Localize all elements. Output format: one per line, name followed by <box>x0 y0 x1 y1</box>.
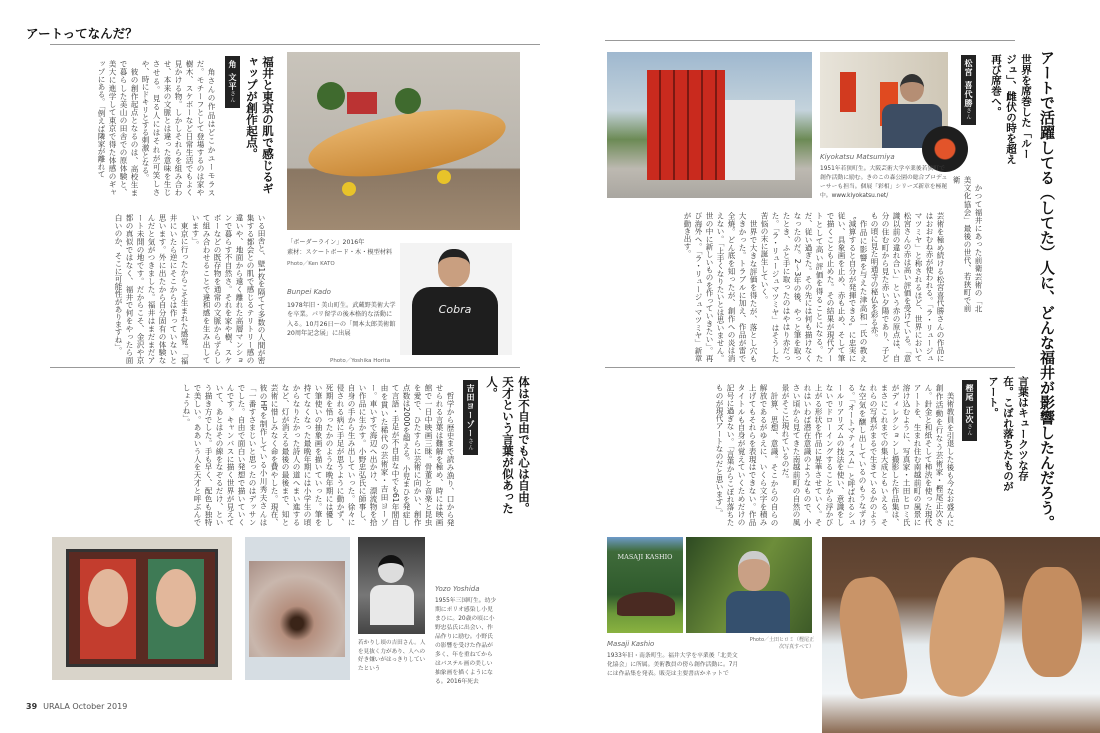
kado-honorific: さん <box>229 90 235 104</box>
matsumiya-body-bottom <box>606 212 946 362</box>
kado-bio <box>287 288 397 339</box>
magazine-issue: URALA October 2019 <box>43 702 128 711</box>
page-number: 39 <box>26 702 38 711</box>
kado-body-top <box>52 60 217 196</box>
yoshida-name: 吉田ヨーゾー <box>466 384 475 438</box>
main-title: アートで活躍してる（してた）人に、どんな福井が影響したんだろう。 <box>1038 50 1056 530</box>
paragraph: 美術教員を引退した後も今なお盛んに創作活動を行なう芸術家・樫尾正次さん。針金と和紙そして柿渋を使った現代アートを、生まれ住む南越前町の風景に溶け込むように、写真家・土田ヒロミ氏がディレクションし撮影した作品集は、まさにこれまでの集大成ともいえる。それらの写真がまるで生きているかのような空気を醸し出しているのもうなずける。「オートマティスム」と呼ばれるシュールリアリズムの技法を使い、意識をしないでドローイングすることから浮かび上がる形状を作品に昇華させていく。それはいわば潜在意識のようなもので、小さい頃から見てきた南越前町の自然の風景がそこに現れているのだ。 <box>781 384 955 526</box>
kado-work-caption <box>287 238 397 270</box>
kashio-headline: 言葉はキュークツな存在。こぼれ落ちたものがアート。 <box>987 376 1029 492</box>
work-material: 素材：スケートボード・木・模型材料 <box>287 248 393 256</box>
kashio-book-cover <box>607 537 683 633</box>
kado-bio-text: 1978年旧・美山町生。武蔵野美術大学を卒業。パリ留学の後本格的な活動に入る。10月26日〜の「岡本太郎美術館20周年記念展」に出展 <box>287 301 396 337</box>
young-yoshida-photo <box>358 537 425 634</box>
section-divider-right <box>605 367 1015 368</box>
yoshida-headline: 体は不自由でも心は自由。天才という言葉が似あった人。 <box>485 376 531 514</box>
kashio-name-badge <box>962 380 977 441</box>
kado-name: 角 文平 <box>228 60 237 91</box>
shirt-logo: Cobra <box>412 287 498 355</box>
matsumiya-headline: 世界を席巻した「ルージュ」、雌伏の時を超え再び席巻へ。 <box>990 54 1032 165</box>
kado-headline: 福井と東京の肌で感じるギャップが創作起点。 <box>245 56 275 194</box>
kashio-bio-text: 1933年旧・南条町生。福井大学を卒業後「北美文化協会」に所属。美術教員の傍ら創作活動に。7月には作品集を発表。販売は主要書店かネットで <box>607 653 739 677</box>
book-title: MASAJI KASHIO <box>617 553 673 561</box>
kashio-photo-credit: Photo／土田ヒロミ（樫尾正次写真すべて） <box>749 637 814 650</box>
kashio-portrait-photo <box>686 537 812 633</box>
paragraph: 芸術を極め続ける松宮喜代勝さんの作品にはおおむね赤が使われる。「ラ・リュージュマツミヤ」と称されるほど、世界において松宮さんの赤は高い評価を受けている。「意識以前の違れ合い」という赤の原点は、自分の住む町から見た赤い夕陽であり、子どもの頃に見た明通寺の秘仏を彩る赤。 <box>870 212 945 362</box>
yoshida-bio <box>435 585 497 687</box>
top-rule-right <box>605 40 1015 41</box>
work-title: 「ボーダーライン」2016年 <box>287 239 365 246</box>
yoshida-honorific: さん <box>467 438 473 451</box>
page-footer <box>26 702 127 711</box>
kado-portrait-photo <box>400 243 512 355</box>
section-divider-left <box>50 367 520 368</box>
section-title: アートってなんだ？ <box>26 26 138 41</box>
matsumiya-name-en: Kiyokatsu Matsumiya <box>820 153 895 161</box>
matsumiya-bio-text: 1951年若狭町生。大阪芸術大学卒業後若狭町で創作活動に励む。きのこの森公園の総合プロデューサーも担当。個展「彩相」シリーズ新章を極秘中。www.kiyokatsu.net/ <box>820 166 948 199</box>
paragraph: 角さんの作品はどこかユーモラスだ。モチーフとして登場するのは家や樹木、スケボーなど日常生活でもよく見かける物。しかしそれらを組み合わせ、本来の文脈とは違った意味を生じさせる。見る人にはそれが可笑しさや、時にドキリとする刺激となる。 <box>141 60 216 196</box>
matsumiya-name-badge <box>961 55 976 125</box>
paragraph: いる田舎と、壁1枚を隔てて多数の人間が密集する都会との肌で感じるテリトリー感の違いや、地面から遠く離れた高層マンションで暮らす不自然さ。それを家や樹、スケボーなどの既存物を通常の文脈からずらして組み合わせることで違和感を生み出しています」。 <box>191 214 266 364</box>
kashio-honorific: さん <box>966 423 972 437</box>
paragraph: 哲学から歴史まで読み漁り、口から発せられる言葉は難解を極め、時には映画館で一日中映画三昧。骨董と音楽と昆虫を愛で、ひたすらに芸術に向かい、創作点数は2000を超える。小児まひを発症して言語・手足が不自由な中でも61年間自由を貫いた稀代の芸術家・吉田ヨーゾー。車いすで海辺へ出かけ、漂流物を拾い作品に生かす。小野忠弘氏に師事し、自身の手から生み出していった。徐々に侵される病に手足が思うように動かず、死期を悟ったかのような晩年期には優しい筆使いの抽象画を描いていった。筆を持てなくなった最晩年期には小学生の頃からなりたかった詩人の道へまい進するなど、灯が消える最後の最後まで、知と芸術に惜しみなく命を費やした。現在、彼のHPを制作している小川秀夫さんは「一番すさまじいと思ったのはデッサンでした。自由で面白い発想で描いていくんです。キャンバスに描く世界が見えていて、あとはその線をなぞるだけ、という描き方でした。手も早く、配色も独特で美しい。ああいう人を天才と呼ぶんでしょうね」。 <box>182 384 455 526</box>
kashio-bio <box>607 640 741 679</box>
yoshida-name-badge <box>463 380 478 455</box>
kado-portrait-credit: Photo／Yoshika Horita <box>330 358 391 364</box>
matsumiya-name: 松宮 喜代勝 <box>964 59 973 108</box>
paragraph: かつて福井にあった前衛芸術の「北美文化協会」最後の世代、若狭町で前衛 <box>952 176 983 312</box>
work-photo-credit: Photo／Ken KATO <box>287 261 335 267</box>
kado-body-bottom <box>52 214 267 364</box>
young-yoshida-caption: 若かりし頃の吉田さん。人を見抜く力があり、人への好き嫌いがはっきりしていたという <box>358 640 426 672</box>
paragraph: 作品に影響を与えた津高和一氏の教え〝減算すると自分が発揮できる〟に忠実に従い、具象画を止め、赤も止め、そして筆で描くことも止めた。その結果が現代アートとして高い評価を得ることになる。ただ、従い過ぎた。その先には何も描けなくなったのだ。2〜3年の後、やっと筆を取ったとき、ふと手に取ったのはやはり赤だった。「ラ・リュージュマツミヤ」はそうした苦悩の末に誕生していく。 <box>760 212 868 362</box>
paragraph: 東京に行ったからこそ生まれた感覚。「福井にいたら逆にそこからは作っていないと思います。外に出たから自分固有の体験なんだと気がつきました。福井はまだまだアート未開の地です。だからこそ、金沢や京都の真似ではなく、福井で何をやったら面白いのか、そこに可能性がありますね」。 <box>114 214 189 364</box>
paragraph: 世界で大きな評価を得たが、落とし穴も大きかった。トラブルに加え、作品が雷で全焼。どん底を知ったが、創作への炎は消えない。「上手くなりたいとは思いません。世の中に新しいものを作っていきたい」。再び海外へ。「ラ・リュージュマツミヤ」新章が動き出す。 <box>683 212 758 362</box>
matsumiya-body-top <box>954 176 984 312</box>
kashio-sculpture-landscape-photo <box>822 537 1100 733</box>
yoshida-bio-text: 1955年三国町生。幼少期にポリオ感染し小児まひに。20歳の頃に小野忠弘氏に出会い、作品作りに励む。小野氏の影響を受けた作品が多く、年を重ねてからはパステル画の美しい抽象画を描くようになる。2016年死去 <box>435 598 497 685</box>
yoshida-name-en: Yozo Yoshida <box>435 585 480 593</box>
kado-name-en: Bunpei Kado <box>287 288 331 296</box>
paragraph: 計算、思想、意識。そこからの自らの解放であるがゆえに、いくら文字を積み上げてもそれらを表現はできない。作品タイトルも自身が覚えていくためだけの記号に過ぎない。「言葉からこぼれ落ちたものが現代アートなのだと思います」。 <box>715 384 779 526</box>
matsumiya-bio <box>820 153 948 201</box>
matsumiya-honorific: さん <box>965 107 971 121</box>
yoshida-abstract-artwork <box>245 537 350 680</box>
kashio-body <box>606 384 956 526</box>
top-rule-left <box>50 44 540 45</box>
skateboard-artwork-photo <box>287 52 520 230</box>
red-building-artwork-photo <box>607 52 812 198</box>
kado-name-badge <box>225 56 240 108</box>
kashio-name: 樫尾 正次 <box>965 384 974 424</box>
yoshida-portrait-painting <box>52 537 232 680</box>
yoshida-body <box>52 384 456 526</box>
paragraph: 彼の創作起点となるのは、高校生まで暮らした美山の田舎での原体験と、美大に進学して東京で得た体感のギャップにある。「例えば隣家が離れて <box>97 60 139 196</box>
kashio-name-en: Masaji Kashio <box>607 640 655 648</box>
